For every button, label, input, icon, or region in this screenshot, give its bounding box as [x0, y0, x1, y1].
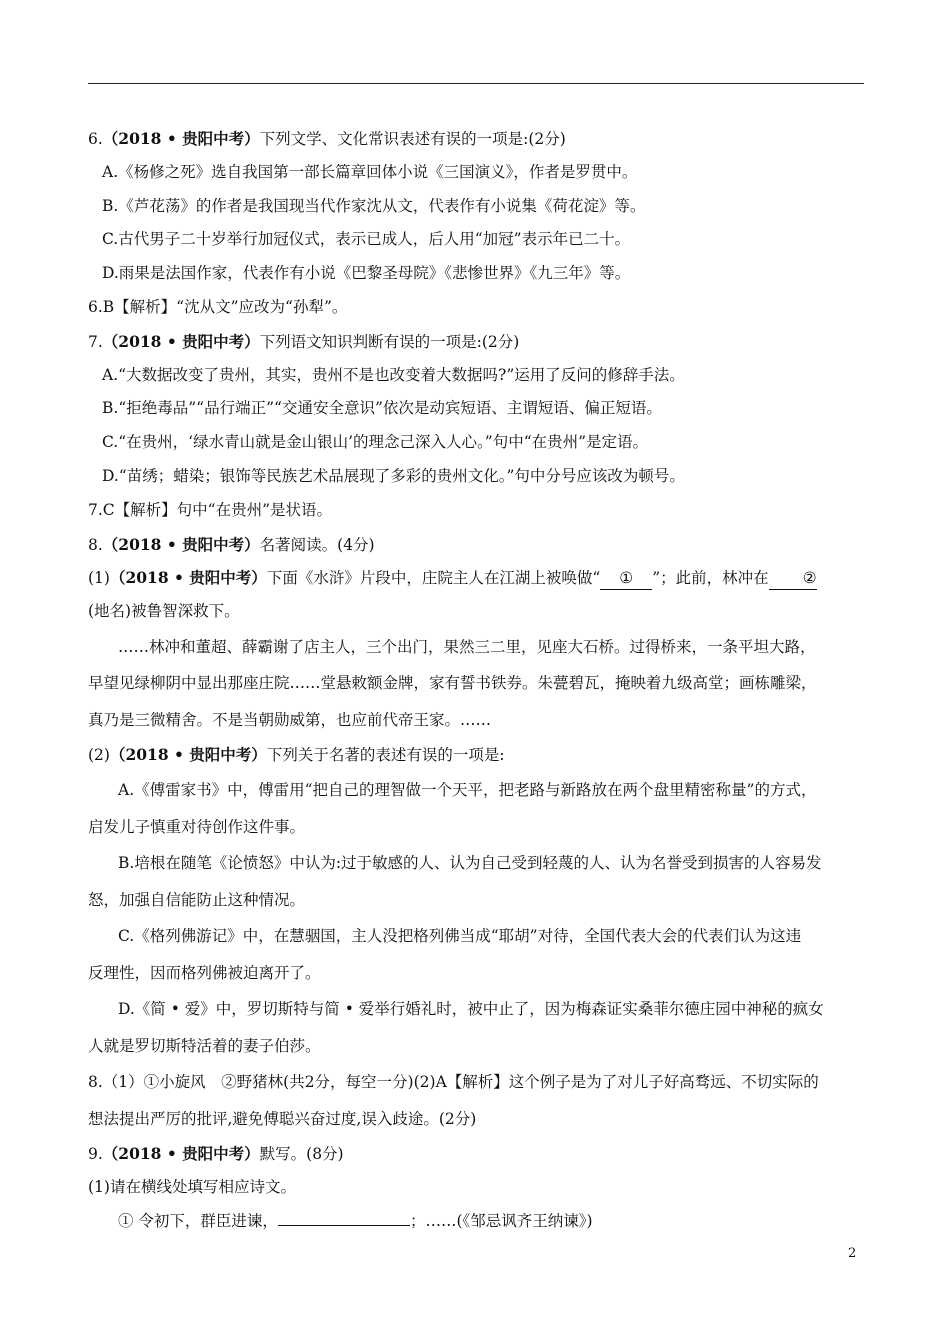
q8-source-tag: （2018 • 贵阳中考）	[102, 534, 260, 554]
q9-item1: ① 令初下，群臣进谏， ；……(《邹忌讽齐王纳谏》)	[88, 1205, 874, 1239]
q8-option-b: B.培根在随笔《论愤怒》中认为:过于敏感的人、认为自己受到轻蔑的人、认为名誉受到损害的人容易发	[118, 854, 822, 873]
q6-stem: 6.（2018 • 贵阳中考）下列文学、文化常识表述有误的一项是:(2分)	[88, 129, 566, 148]
page-number: 2	[848, 1246, 857, 1261]
q6-option-b: B.《芦花荡》的作者是我国现当代作家沈从文，代表作有小说集《荷花淀》等。	[102, 196, 646, 215]
q8-option-b-cont: 怒，加强自信能防止这种情况。	[88, 890, 306, 909]
q7-source-tag: （2018 • 贵阳中考）	[102, 331, 260, 351]
q8-answer-cont: 想法提出严厉的批评,避免傅聪兴奋过度,误入歧途。(2分)	[88, 1109, 477, 1128]
q9-part1: (1)请在横线处填写相应诗文。	[88, 1178, 296, 1197]
header-rule	[88, 83, 864, 84]
q9-source-tag: （2018 • 贵阳中考）	[102, 1144, 260, 1164]
q8-option-d-cont: 人就是罗切斯特活着的妻子伯莎。	[88, 1036, 321, 1055]
q8-option-c-cont: 反理性，因而格列佛被迫离开了。	[88, 963, 321, 982]
q7-option-b: B.“拒绝毒品”“品行端正”“交通安全意识”依次是动宾短语、主谓短语、偏正短语。	[102, 399, 662, 418]
q7-stem: 7.（2018 • 贵阳中考）下列语文知识判断有误的一项是:(2分)	[88, 331, 520, 351]
q8-answer: 8.（1）①小旋风 ②野猪林(共2分，每空一分)(2)A【解析】这个例子是为了对儿子好高骛远、不切实际的	[88, 1073, 819, 1092]
q9-answer-blank	[278, 1205, 410, 1226]
q8-passage-line: 早望见绿柳阴中显出那座庄院……堂悬敕额金牌，家有誓书铁券。朱甍碧瓦，掩映着九级高堂；画栋雕梁，	[88, 674, 817, 693]
q8-part1-stem: (1)（2018 • 贵阳中考）下面《水浒》片段中，庄院主人在江湖上被唤做“ ① ”；此前，林冲在 ②	[88, 561, 874, 595]
q6-answer: 6.B【解析】“沈从文”应改为“孙犁”。	[88, 297, 348, 316]
q7-answer: 7.C【解析】句中“在贵州”是状语。	[88, 500, 332, 519]
q6-option-c: C.古代男子二十岁举行加冠仪式，表示已成人，后人用“加冠”表示年已二十。	[102, 230, 631, 249]
q6-option-d: D.雨果是法国作家，代表作有小说《巴黎圣母院》《悲惨世界》《九三年》等。	[102, 264, 631, 283]
q8-option-a-cont: 启发儿子慎重对待创作这件事。	[88, 817, 306, 836]
q8-part2-stem: (2)（2018 • 贵阳中考）下列关于名著的表述有误的一项是:	[88, 745, 505, 765]
q7-option-d: D.“苗绣；蜡染；银饰等民族艺术品展现了多彩的贵州文化。”句中分号应该改为顿号。	[102, 466, 685, 485]
q8-option-d: D.《简 • 爱》中，罗切斯特与简 • 爱举行婚礼时，被中止了，因为梅森证实桑菲尔德庄园中神秘的疯女	[118, 1000, 824, 1019]
q8-stem: 8.（2018 • 贵阳中考）名著阅读。(4分)	[88, 534, 375, 554]
document-body	[88, 122, 874, 1239]
q7-option-c: C.“在贵州，‘绿水青山就是金山银山’的理念己深入人心。”句中“在贵州”是定语。	[102, 433, 649, 452]
q8-passage-line: ……林冲和董超、薛霸谢了店主人，三个出门，果然三二里，见座大石桥。过得桥来，一条平坦大路，	[118, 637, 816, 656]
q8-part1-stem-cont: (地名)被鲁智深救下。	[88, 602, 240, 621]
q7-option-a: A.“大数据改变了贵州，其实，贵州不是也改变着大数据吗?”运用了反问的修辞手法。	[102, 365, 685, 384]
q8-blank-1: ①	[600, 567, 652, 590]
q6-option-a: A.《杨修之死》选自我国第一部长篇章回体小说《三国演义》，作者是罗贯中。	[102, 162, 638, 181]
q6-source-tag: （2018 • 贵阳中考）	[102, 129, 260, 148]
q9-stem: 9.（2018 • 贵阳中考）默写。(8分)	[88, 1144, 344, 1164]
q8-blank-2: ②	[769, 567, 817, 590]
q8-passage-line: 真乃是三微精舍。不是当朝勋威第，也应前代帝王家。……	[88, 710, 492, 729]
q8-option-a: A.《傅雷家书》中，傅雷用“把自己的理智做一个天平，把老路与新路放在两个盘里精密称量”的方式，	[118, 781, 817, 800]
q8-option-c: C.《格列佛游记》中，在慧骃国，主人没把格列佛当成“耶胡”对待，全国代表大会的代表们认为这违	[118, 927, 802, 946]
